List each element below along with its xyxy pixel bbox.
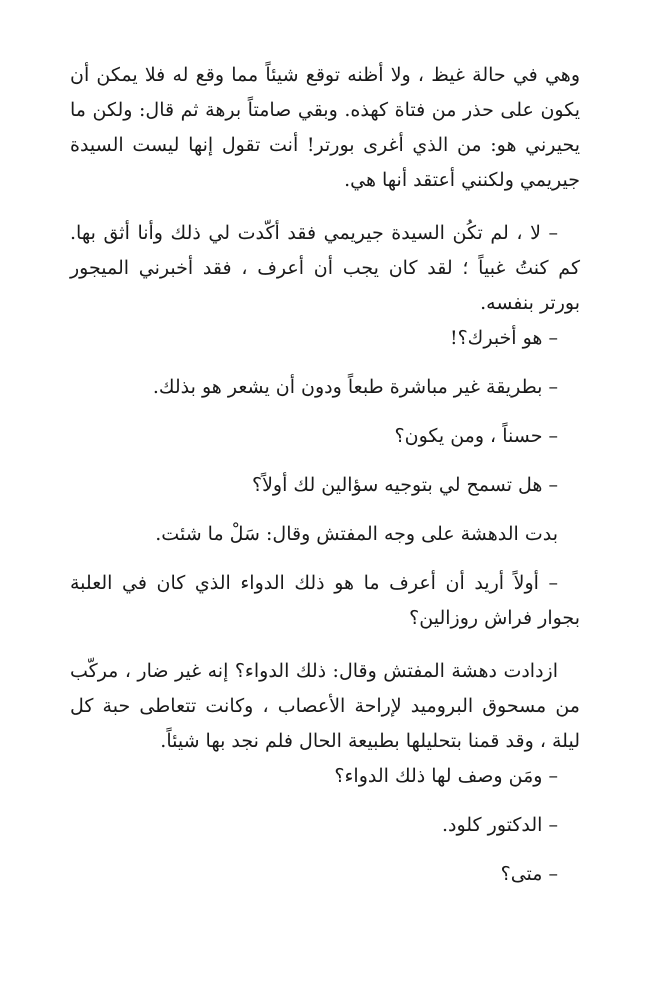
dialog-line-indirectly: – بطريقة غير مباشرة طبعاً ودون أن يشعر هو بذلك. — [152, 376, 558, 398]
paragraph-dialog-reply: – لا ، لم تكُن السيدة جيريمي فقد أكّدت لي ذلك وأنا أثق بها. كم كنتُ غبياً ؛ لقد كان يجب أن أعرف ، فقد أخبرني الميجور بورتر بنفسه. — [70, 222, 580, 314]
dialog-line-two-questions: – هل تسمح لي بتوجيه سؤالين لك أولاً؟ — [252, 474, 558, 496]
dialog-line-who-is-it: – حسناً ، ومن يكون؟ — [394, 425, 558, 447]
dialog-line-who-prescribed: – ومَن وصف لها ذلك الدواء؟ — [334, 765, 558, 787]
dialog-line-he-told-you: – هو أخبرك؟! — [449, 327, 558, 349]
dialog-line-when: – متى؟ — [500, 863, 558, 885]
paragraph-narration-1: وهي في حالة غيظ ، ولا أظنه توقع شيئاً مما وقع له فلا يمكن أن يكون على حذر من فتاة كهذه. وبقي صامتاً برهة ثم قال: ولكن ما يحيرني هو: من الذي أغرى بورتر! أنت تقول إنها ليست السيدة جيريمي ولكنني أعتقد أنها هي. — [70, 64, 580, 191]
book-page — [70, 58, 580, 892]
paragraph-inspector-answer: ازدادت دهشة المفتش وقال: ذلك الدواء؟ إنه غير ضار ، مركّب من مسحوق البروميد لإراحة الأعصاب ، وكانت تتعاطى حبة كل ليلة ، وقد قمنا بتحليلها بطبيعة الحال فلم نجد بها شيئاً. — [70, 660, 580, 752]
dialog-line-doctor-claude: – الدكتور كلود. — [441, 814, 558, 836]
paragraph-medicine-question: – أولاً أريد أن أعرف ما هو ذلك الدواء الذي كان في العلبة بجوار فراش روزالين؟ — [70, 572, 580, 629]
paragraph-inspector-ask: بدت الدهشة على وجه المفتش وقال: سَلْ ما شئت. — [155, 523, 558, 545]
